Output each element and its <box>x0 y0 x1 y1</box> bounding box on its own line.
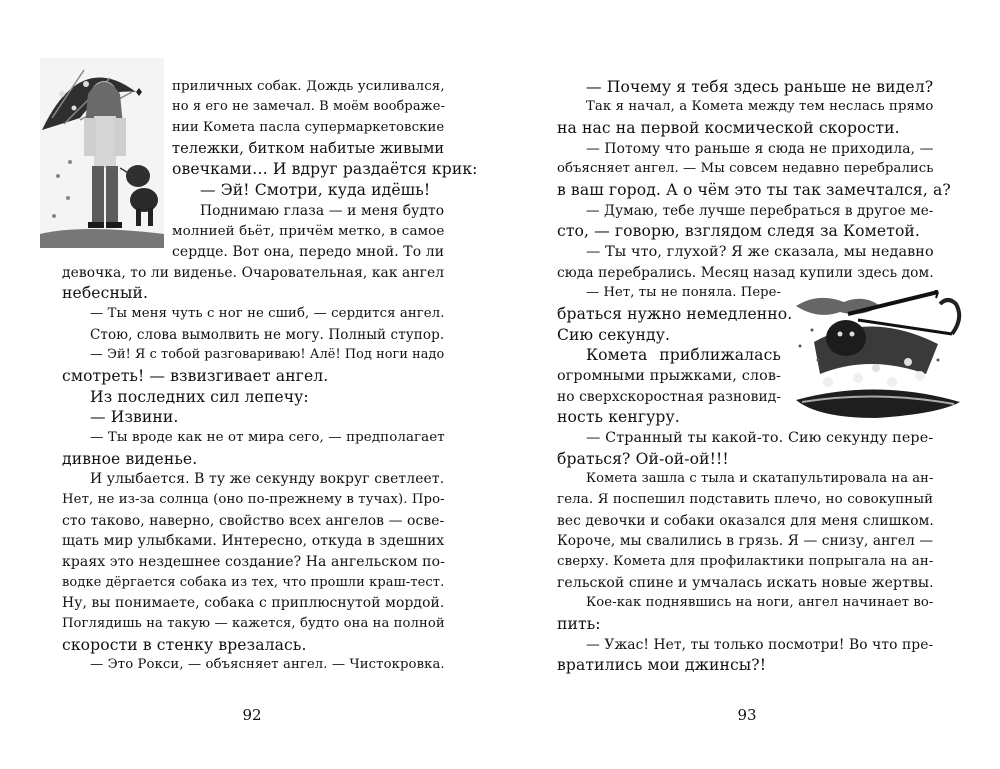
text-line: краях это нездешнее создание? На ангельском по- <box>62 554 445 570</box>
text-line: сюда перебрались. Месяц назад купили здесь дом. <box>557 265 934 281</box>
text-line: — Эй! Смотри, куда идёшь! <box>200 181 431 199</box>
text-line: сердце. Вот она, передо мной. То ли <box>172 244 445 260</box>
text-line: — Почему я тебя здесь раньше не видел? <box>586 78 934 96</box>
text-line: — Это Рокси, — объясняет ангел. — Чистокровка. <box>90 657 445 672</box>
text-line: И улыбается. В ту же секунду вокруг светлеет. <box>90 471 445 487</box>
text-line: тележки, битком набитые живыми <box>172 141 445 157</box>
page-number: 92 <box>242 706 262 724</box>
text-line: ность кенгуру. <box>557 408 680 426</box>
text-line: в ваш город. А о чём это ты так замечтался, а? <box>557 181 951 199</box>
text-line: вес девочки и собаки оказался для меня слишком. <box>557 513 934 529</box>
text-line: — Извини. <box>90 408 179 426</box>
text-line: — Ужас! Нет, ты только посмотри! Во что пре- <box>586 637 934 653</box>
text-line: Комета приближалась <box>586 346 781 364</box>
text-line: сто таково, наверно, свойство всех ангелов — осве- <box>62 513 445 529</box>
text-line: Из последних сил лепечу: <box>90 388 309 406</box>
text-line: — Думаю, тебе лучше перебраться в другое ме- <box>586 203 934 219</box>
text-line: вратились мои джинсы?! <box>557 656 767 674</box>
text-line: дивное виденье. <box>62 450 198 468</box>
text-line: сверху. Комета для профилактики попрыгала на ан- <box>557 554 934 569</box>
girl-with-umbrella-illustration <box>40 58 164 248</box>
text-line: смотреть! — взвизгивает ангел. <box>62 367 329 385</box>
text-line: молнией бьёт, причём метко, в самое <box>172 223 445 239</box>
text-line: — Ты вроде как не от мира сего, — предполагает <box>90 430 445 445</box>
text-line: браться нужно немедленно. <box>557 305 793 323</box>
text-line: небесный. <box>62 284 149 302</box>
text-line: браться? Ой-ой-ой!!! <box>557 450 729 468</box>
text-line: пить: <box>557 615 601 633</box>
text-line: — Странный ты какой-то. Сию секунду пере- <box>586 430 934 446</box>
text-line: скорости в стенку врезалась. <box>62 636 307 654</box>
text-line: — Потому что раньше я сюда не приходила, — <box>586 141 934 157</box>
text-line: Поднимаю глаза — и меня будто <box>200 203 445 219</box>
text-line: гела. Я поспешил подставить плечо, но совокупный <box>557 492 934 507</box>
text-line: — Ты меня чуть с ног не сшиб, — сердится ангел. <box>90 306 445 321</box>
text-line: Стою, слова вымолвить не могу. Полный ступор. <box>90 327 445 343</box>
text-line: Поглядишь на такую — кажется, будто она на полной <box>62 616 445 631</box>
text-line: — Ты что, глухой? Я же сказала, мы недавно <box>586 244 934 260</box>
text-line: но сверхскоростная разновид- <box>557 389 782 405</box>
text-line: нии Комета пасла супермаркетовские <box>172 120 445 135</box>
text-line: но я его не замечал. В моём воображе- <box>172 99 445 114</box>
text-line: на нас на первой космической скорости. <box>557 119 900 137</box>
right-page <box>500 0 1000 769</box>
text-line: Ну, вы понимаете, собака с приплюснутой мордой. <box>62 595 445 611</box>
text-line: щать мир улыбками. Интересно, откуда в здешних <box>62 533 445 549</box>
text-line: Сию секунду. <box>557 326 671 344</box>
text-line: Так я начал, а Комета между тем неслась прямо <box>586 99 934 114</box>
text-line: гельской спине и умчалась искать новые жертвы. <box>557 575 934 591</box>
text-line: водке дёргается собака из тех, что прошли краш-тест. <box>62 575 445 590</box>
text-line: огромными прыжками, слов- <box>557 368 781 384</box>
text-line: сто, — говорю, взглядом следя за Кометой. <box>557 222 920 240</box>
text-line: приличных собак. Дождь усиливался, <box>172 79 445 94</box>
text-line: Кое-как поднявшись на ноги, ангел начинает во- <box>586 595 934 610</box>
text-line: Нет, не из-за солнца (оно по-прежнему в тучах). Про- <box>62 492 445 507</box>
text-line: Комета зашла с тыла и скатапультировала на ан- <box>586 471 934 486</box>
text-line: — Нет, ты не поняла. Пере- <box>586 285 782 300</box>
text-line: объясняет ангел. — Мы совсем недавно перебрались <box>557 161 934 176</box>
text-line: овечками… И вдруг раздаётся крик: <box>172 160 478 178</box>
text-line: — Эй! Я с тобой разговариваю! Алё! Под ноги надо <box>90 347 445 362</box>
text-line: Короче, мы свалились в грязь. Я — снизу, ангел — <box>557 533 934 549</box>
dog-under-umbrella-illustration <box>788 290 964 420</box>
text-line: девочка, то ли виденье. Очаровательная, как ангел <box>62 265 445 281</box>
page-number: 93 <box>737 706 757 724</box>
